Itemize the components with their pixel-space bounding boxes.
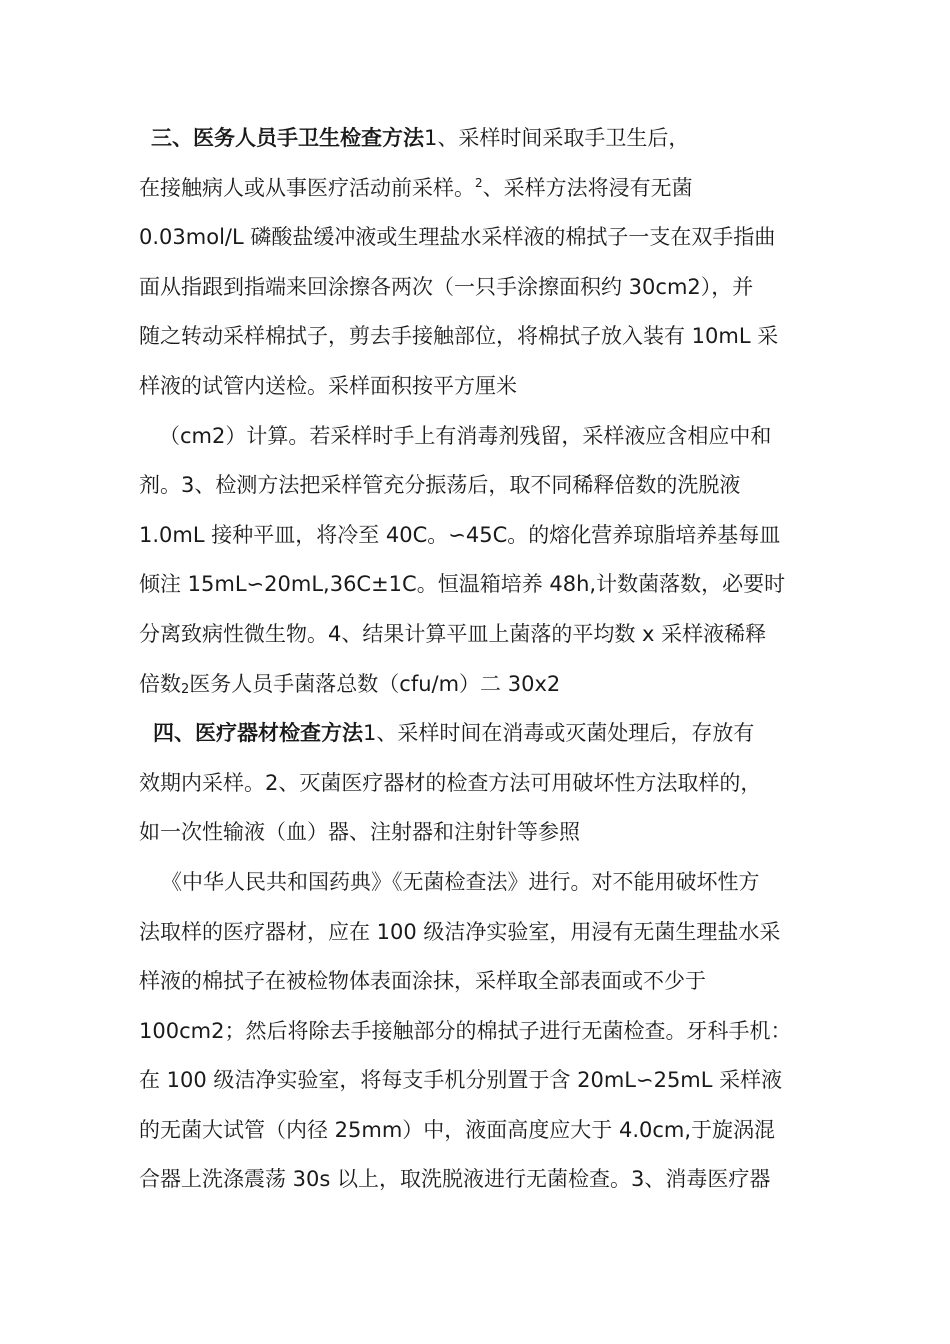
paragraph-line xyxy=(139,117,859,167)
text-span: 倍数 xyxy=(139,671,181,696)
section-heading: 四、医疗器材检查方法 xyxy=(153,721,363,746)
paragraph-line: 样液的棉拭子在被检物体表面涂抹，采样取全部表面或不少于 xyxy=(139,969,706,994)
paragraph-line: （cm2）计算。若采样时手上有消毒剂残留，采样液应含相应中和 xyxy=(159,423,772,448)
paragraph-line: 样液的试管内送检。采样面积按平方厘米 xyxy=(139,373,517,398)
paragraph-line: 如一次性输液（血）器、注射器和注射针等参照 xyxy=(139,820,580,845)
paragraph-line xyxy=(139,712,859,762)
text-span: 、采样方法将浸有无菌 xyxy=(482,175,693,200)
paragraph-line: 在 100 级洁净实验室，将每支手机分别置于含 20mL∽25mL 采样液 xyxy=(139,1068,783,1093)
paragraph-line: 倾注 15mL∽20mL,36C±1C。恒温箱培养 48h,计数菌落数，必要时 xyxy=(139,572,786,597)
paragraph-line: 剂。3、检测方法把采样管充分振荡后，取不同稀释倍数的洗脱液 xyxy=(139,473,741,498)
paragraph-line: 0.03mol/L 磷酸盐缓冲液或生理盐水采样液的棉拭子一支在双手指曲 xyxy=(139,225,776,250)
text-span: 在接触病人或从事医疗活动前采样。 xyxy=(139,175,475,200)
paragraph-line: 面从指跟到指端来回涂擦各两次（一只手涂擦面积约 30cm2），并 xyxy=(139,274,754,299)
text-span: 医务人员手菌落总数（cfu/m）二 30x2 xyxy=(189,671,561,696)
text-span: 1、采样时间采取手卫生后， xyxy=(424,126,690,150)
paragraph-line: 的无菌大试管（内径 25mm）中，液面高度应大于 4.0cm,于旋涡混 xyxy=(139,1117,776,1142)
paragraph-line: 分离致病性微生物。4、结果计算平皿上菌落的平均数 x 采样液稀释 xyxy=(139,621,767,646)
paragraph-line xyxy=(139,663,859,713)
paragraph-line: 效期内采样。2、灭菌医疗器材的检查方法可用破坏性方法取样的， xyxy=(139,770,762,795)
paragraph-line: 法取样的医疗器材，应在 100 级洁净实验室，用浸有无菌生理盐水采 xyxy=(139,919,781,944)
document-body xyxy=(139,117,859,1208)
paragraph-line: 随之转动采样棉拭子，剪去手接触部位，将棉拭子放入装有 10mL 采 xyxy=(139,324,779,349)
paragraph-line: 100cm2；然后将除去手接触部分的棉拭子进行无菌检查。牙科手机： xyxy=(139,1018,792,1043)
paragraph-line: 合器上洗涤震荡 30s 以上，取洗脱液进行无菌检查。3、消毒医疗器 xyxy=(139,1167,771,1192)
superscript: 2 xyxy=(475,175,483,190)
paragraph-line xyxy=(139,167,859,217)
subscript: 2 xyxy=(181,681,190,697)
section-heading: 三、医务人员手卫生检查方法 xyxy=(151,126,424,150)
text-span: 1、采样时间在消毒或灭菌处理后，存放有 xyxy=(363,721,755,746)
paragraph-line: 《中华人民共和国药典》《无菌检查法》进行。对不能用破坏性方 xyxy=(161,869,760,894)
paragraph-line: 1.0mL 接种平皿，将冷至 40C。∽45C。的熔化营养琼脂培养基每皿 xyxy=(139,522,781,547)
